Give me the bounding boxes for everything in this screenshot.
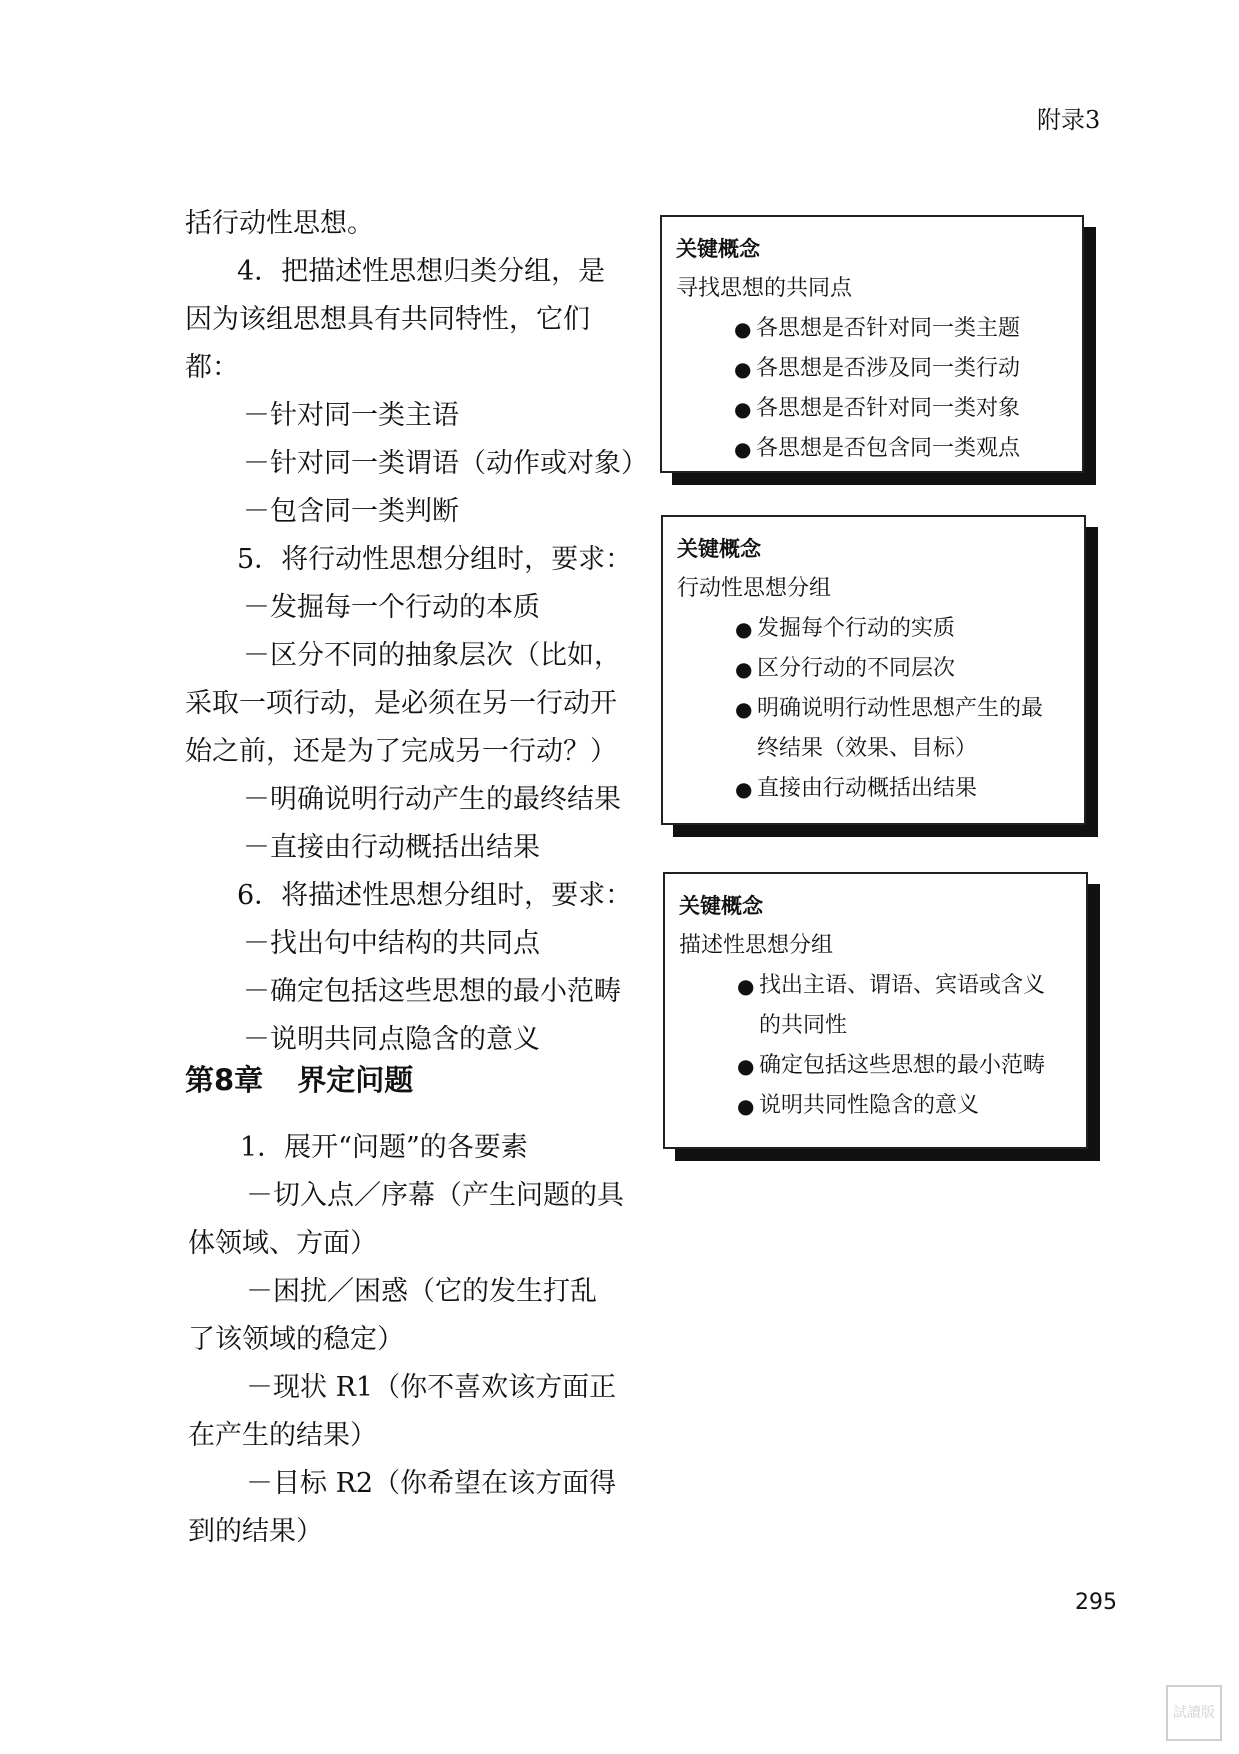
key-concept-box <box>660 215 1084 473</box>
box-bullet: ● 各思想是否包含同一类观点 <box>676 429 1082 469</box>
bullet-icon: ● <box>734 357 752 381</box>
body-line: 在产生的结果） <box>188 1420 377 1451</box>
box-subtitle: 行动性思想分组 <box>677 576 832 601</box>
box-bullet: ● 找出主语、谓语、宾语或含义的共同性 <box>679 966 1049 1046</box>
box-bullet: ● 确定包括这些思想的最小范畴 <box>679 1046 1086 1086</box>
chapter-number: 第8章 <box>185 1063 264 1097</box>
body-line: －找出句中结构的共同点 <box>243 928 540 959</box>
body-line: －区分不同的抽象层次（比如， <box>243 640 621 671</box>
body-line: －切入点／序幕（产生问题的具 <box>246 1180 624 1211</box>
body-line: 因为该组思想具有共同特性，它们都： <box>185 304 590 383</box>
body-line: －明确说明行动产生的最终结果 <box>243 784 621 815</box>
box-subtitle: 描述性思想分组 <box>679 933 834 958</box>
body-line: －直接由行动概括出结果 <box>243 832 540 863</box>
box-bullet: ● 直接由行动概括出结果 <box>677 769 1084 809</box>
body-line: －目标 R2（你希望在该方面得 <box>246 1468 617 1499</box>
box-subtitle: 寻找思想的共同点 <box>676 276 853 301</box>
body-line: －针对同一类谓语（动作或对象） <box>243 448 648 479</box>
bullet-icon: ● <box>734 437 752 461</box>
body-line: －发掘每一个行动的本质 <box>243 592 540 623</box>
bullet-icon: ● <box>735 697 753 721</box>
watermark-stamp: 試讀版 <box>1166 1685 1222 1741</box>
bullet-icon: ● <box>737 1054 755 1078</box>
bullet-icon: ● <box>735 777 753 801</box>
body-line: －说明共同点隐含的意义 <box>243 1024 540 1055</box>
body-line: 1．展开“问题”的各要素 <box>240 1132 528 1163</box>
box-bullet: ● 各思想是否涉及同一类行动 <box>676 349 1082 389</box>
body-line: 6．将描述性思想分组时，要求： <box>237 880 633 911</box>
box-bullet: ● 明确说明行动性思想产生的最终结果（效果、目标） <box>677 689 1047 769</box>
body-line: 采取一项行动，是必须在另一行动开 <box>185 688 617 719</box>
body-line: 了该领域的稳定） <box>188 1324 404 1355</box>
box-bullet: ● 各思想是否针对同一类对象 <box>676 389 1082 429</box>
bullet-icon: ● <box>737 1094 755 1118</box>
bullet-icon: ● <box>735 617 753 641</box>
bullet-icon: ● <box>734 397 752 421</box>
box-title: 关键概念 <box>676 237 760 261</box>
box-bullet: ● 区分行动的不同层次 <box>677 649 1084 689</box>
box-bullet: ● 各思想是否针对同一类主题 <box>676 309 1082 349</box>
box-title: 关键概念 <box>677 537 761 561</box>
key-concept-box <box>663 872 1088 1149</box>
body-line: －确定包括这些思想的最小范畴 <box>243 976 621 1007</box>
chapter-text <box>188 1124 638 1556</box>
body-line: 始之前，还是为了完成另一行动？） <box>185 736 617 767</box>
body-line: 体领域、方面） <box>188 1228 377 1259</box>
page-number: 295 <box>1075 1590 1117 1615</box>
section-header: 附录3 <box>1037 106 1101 134</box>
body-line: －困扰／困惑（它的发生打乱 <box>246 1276 597 1307</box>
body-line: 到的结果） <box>188 1516 323 1547</box>
body-text <box>185 200 648 1064</box>
bullet-icon: ● <box>737 974 755 998</box>
body-line: 括行动性思想。 <box>185 208 374 239</box>
box-bullet: ● 说明共同性隐含的意义 <box>679 1086 1086 1126</box>
body-line: －包含同一类判断 <box>243 496 459 527</box>
bullet-icon: ● <box>735 657 753 681</box>
box-title: 关键概念 <box>679 894 763 918</box>
body-line: －针对同一类主语 <box>243 400 459 431</box>
body-line: －现状 R1（你不喜欢该方面正 <box>246 1372 617 1403</box>
bullet-icon: ● <box>734 317 752 341</box>
body-line: 5．将行动性思想分组时，要求： <box>237 544 633 575</box>
body-line: 4．把描述性思想归类分组，是 <box>237 256 606 287</box>
chapter-heading <box>185 1058 413 1099</box>
key-concept-box <box>661 515 1086 825</box>
chapter-title: 界定问题 <box>297 1063 414 1097</box>
box-bullet: ● 发掘每个行动的实质 <box>677 609 1084 649</box>
